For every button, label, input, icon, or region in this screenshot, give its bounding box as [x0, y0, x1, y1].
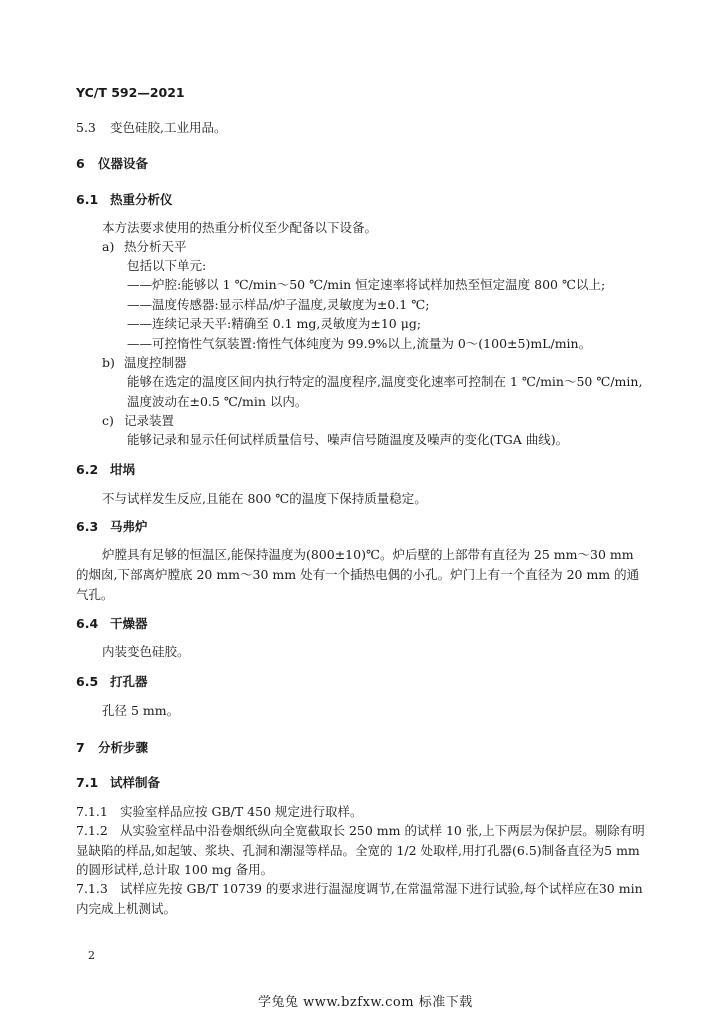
clause-6-4-heading [76, 616, 148, 632]
dash-item: ——可控惰性气氛装置:惰性气体纯度为 99.9%以上,流量为 0～(100±5)mL/min。 [127, 336, 592, 351]
list-label: b) [102, 355, 115, 370]
clause-title: 试样制备 [110, 775, 161, 790]
paragraph: 温度波动在±0.5 ℃/min 以内。 [127, 394, 308, 409]
list-title: 温度控制器 [124, 355, 187, 370]
clause-number: 7.1 [76, 775, 99, 790]
paragraph: 的烟囱,下部离炉膛底 20 mm～30 mm 处有一个插热电偶的小孔。炉门上有一个直径为 20 mm 的通 [76, 567, 640, 582]
clause-text: 变色硅胶,工业用品。 [110, 120, 227, 135]
list-label: c) [102, 413, 114, 428]
clause-title: 干燥器 [110, 616, 148, 631]
clause-number: 6.4 [76, 616, 99, 631]
paragraph: 的圆形试样,总计取 100 mg 备用。 [76, 862, 274, 877]
paragraph: 不与试样发生反应,且能在 800 ℃的温度下保持质量稳定。 [102, 491, 427, 506]
paragraph: 包括以下单元: [127, 258, 207, 273]
clause-number: 5.3 [76, 120, 96, 135]
clause-6-5-heading [76, 674, 148, 690]
paragraph: 内完成上机测试。 [76, 901, 177, 916]
page-number: 2 [88, 949, 95, 962]
paragraph: 气孔。 [76, 587, 114, 602]
clause-number: 7.1.3 [76, 881, 108, 896]
clause-title: 热重分析仪 [110, 192, 173, 207]
list-item-a [102, 239, 187, 255]
clause-6-3-heading [76, 519, 148, 535]
list-title: 记录装置 [124, 413, 175, 428]
clause-7-1-heading [76, 775, 160, 791]
clause-title: 马弗炉 [110, 519, 148, 534]
clause-number: 6.1 [76, 192, 99, 207]
paragraph: 本方法要求使用的热重分析仪至少配备以下设备。 [102, 220, 378, 235]
section-7-heading [76, 740, 148, 756]
dash-item: ——温度传感器:显示样品/炉子温度,灵敏度为±0.1 ℃; [127, 297, 430, 312]
paragraph: 内装变色硅胶。 [102, 644, 190, 659]
paragraph: 能够记录和显示任何试样质量信号、噪声信号随温度及噪声的变化(TGA 曲线)。 [127, 432, 569, 447]
list-item-b [102, 355, 187, 371]
clause-5-3 [76, 120, 226, 136]
list-label: a) [102, 239, 115, 254]
section-6-heading [76, 156, 148, 172]
section-title: 仪器设备 [98, 156, 149, 171]
clause-7-1-1 [76, 804, 363, 820]
paragraph: 炉膛具有足够的恒温区,能保持温度为(800±10)℃。炉后壁的上部带有直径为 25 mm～30 mm [102, 547, 634, 562]
section-title: 分析步骤 [98, 740, 149, 755]
clause-7-1-3 [76, 881, 643, 897]
clause-number: 6.5 [76, 674, 99, 689]
clause-number: 6.3 [76, 519, 99, 534]
clause-text: 实验室样品应按 GB/T 450 规定进行取样。 [120, 804, 363, 819]
clause-6-1-heading [76, 192, 173, 208]
document-code: YC/T 592—2021 [76, 85, 185, 100]
paragraph: 显缺陷的样品,如起皱、浆块、孔洞和潮湿等样品。全宽的 1/2 处取样,用打孔器(6.5)制备直径为5 mm [76, 843, 640, 858]
paragraph: 孔径 5 mm。 [102, 703, 180, 718]
dash-item: ——连续记录天平:精确至 0.1 mg,灵敏度为±10 μg; [127, 316, 422, 331]
clause-number: 7.1.1 [76, 804, 108, 819]
clause-number: 6.2 [76, 462, 99, 477]
footer-watermark: 学兔兔 www.bzfxw.com 标准下载 [258, 995, 473, 1010]
paragraph: 能够在选定的温度区间内执行特定的温度程序,温度变化速率可控制在 1 ℃/min～50 ℃/min, [127, 374, 643, 389]
clause-text: 从实验室样品中沿卷烟纸纵向全宽截取长 250 mm 的试样 10 张,上下两层为保护层。剔除有明 [120, 823, 645, 838]
clause-text: 试样应先按 GB/T 10739 的要求进行温湿度调节,在常温常湿下进行试验,每个试样应在30 min [120, 881, 643, 896]
clause-number: 7.1.2 [76, 823, 108, 838]
clause-7-1-2 [76, 823, 645, 839]
dash-item: ——炉腔:能够以 1 ℃/min～50 ℃/min 恒定速率将试样加热至恒定温度 800 ℃以上; [127, 277, 606, 292]
section-number: 7 [76, 740, 85, 755]
list-item-c [102, 413, 174, 429]
section-number: 6 [76, 156, 85, 171]
clause-6-2-heading [76, 462, 135, 478]
list-title: 热分析天平 [124, 239, 187, 254]
clause-title: 打孔器 [110, 674, 148, 689]
clause-title: 坩埚 [110, 462, 136, 477]
